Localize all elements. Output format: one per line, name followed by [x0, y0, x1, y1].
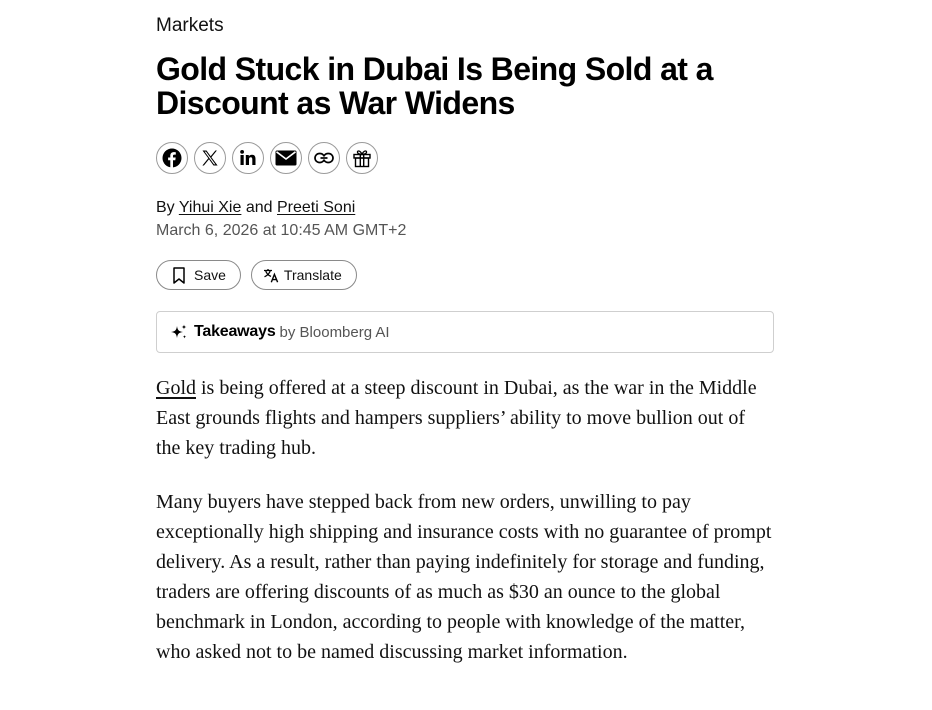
author-link-preeti-soni[interactable]: Preeti Soni [277, 199, 356, 216]
save-button[interactable] [156, 260, 241, 290]
section-label[interactable]: Markets [156, 15, 224, 36]
sparkle-icon [170, 324, 188, 340]
byline [156, 198, 355, 218]
paragraph-1 [156, 373, 774, 463]
paragraph-2: Many buyers have stepped back from new orders, unwilling to pay exceptionally high shipping and insurance costs with no guarantee of prompt delivery. As a result, rather than paying indefinitely for storage and funding, traders are offering discounts of as much as $30 an ounce to the global benchmark in London, according to people with knowledge of the matter, who asked not to be named discussing market information. [156, 491, 772, 663]
x-icon [201, 149, 219, 167]
takeaways-panel[interactable] [156, 311, 774, 353]
link-icon [314, 152, 334, 164]
byline-prefix: By [156, 199, 175, 216]
linkedin-icon [239, 149, 257, 167]
share-facebook-button[interactable] [156, 142, 188, 174]
translate-icon [263, 268, 279, 283]
publish-date: March 6, 2026 at 10:45 AM GMT+2 [156, 222, 407, 239]
translate-button[interactable] [251, 260, 357, 290]
article-actions [156, 260, 357, 290]
gift-article-button[interactable] [346, 142, 378, 174]
headline-line-2: Discount as War Widens [156, 85, 515, 121]
headline [156, 52, 756, 120]
gold-link[interactable]: Gold [156, 377, 196, 399]
share-x-button[interactable] [194, 142, 226, 174]
takeaways-attribution: by Bloomberg AI [279, 323, 390, 341]
share-row [156, 142, 378, 174]
paragraph-1-text: is being offered at a steep discount in Dubai, as the war in the Middle East grounds flights and hampers suppliers’ ability to move bullion out of the key trading hub. [156, 377, 757, 459]
email-icon [275, 149, 297, 167]
headline-line-1: Gold Stuck in Dubai Is Being Sold at a [156, 51, 713, 87]
share-link-button[interactable] [308, 142, 340, 174]
byline-conjunction: and [245, 199, 273, 216]
gift-icon [352, 148, 372, 168]
share-linkedin-button[interactable] [232, 142, 264, 174]
takeaways-title: Takeaways [194, 323, 276, 340]
bookmark-icon [172, 267, 186, 284]
save-label: Save [194, 267, 226, 283]
share-email-button[interactable] [270, 142, 302, 174]
facebook-icon [162, 148, 182, 168]
translate-label: Translate [283, 267, 342, 283]
author-link-yihui-xie[interactable]: Yihui Xie [178, 199, 242, 216]
